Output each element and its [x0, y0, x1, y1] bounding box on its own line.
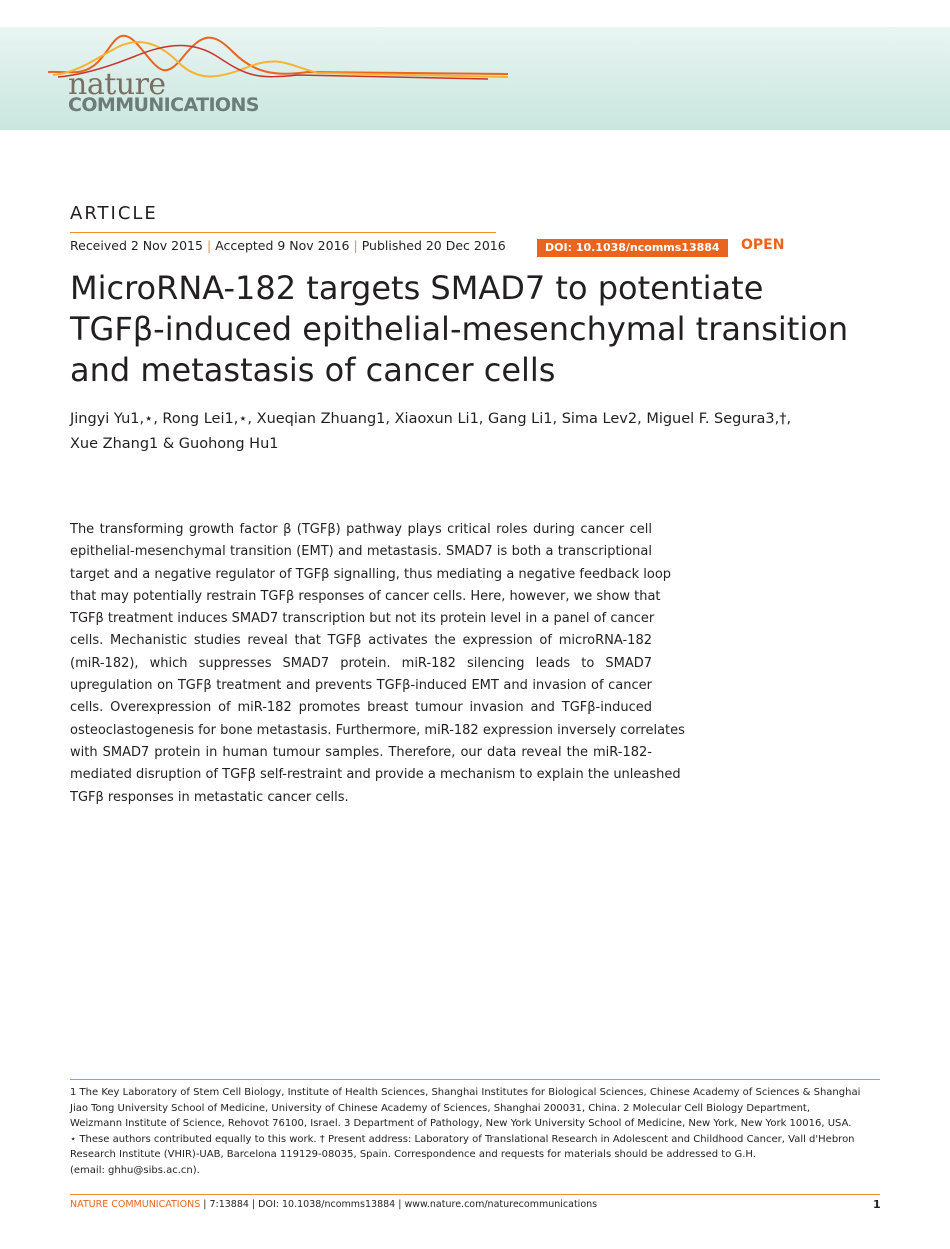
- footer-journal-name: NATURE COMMUNICATIONS: [70, 1199, 201, 1210]
- affiliation-line: Research Institute (VHIR)-UAB, Barcelona 119129-08035, Spain. Correspondence and requests for materials should be addressed to G.H.: [70, 1149, 756, 1161]
- journal-banner: [0, 27, 950, 130]
- open-access-label: OPEN: [741, 237, 785, 253]
- affiliation-line: Jiao Tong University School of Medicine, University of Chinese Academy of Sciences, Shanghai 200031, China. 2 Molecular Cell Biology Department,: [70, 1102, 811, 1114]
- accepted-date: Accepted 9 Nov 2016: [215, 238, 350, 253]
- abstract-line: target and a negative regulator of TGFβ signalling, thus mediating a negative feedback loop: [70, 566, 672, 582]
- affiliation-line: (email: ghhu@sibs.ac.cn).: [70, 1164, 200, 1176]
- received-date: Received 2 Nov 2015: [70, 238, 203, 253]
- abstract-line: cells. Mechanistic studies reveal that TGFβ activates the expression of microRNA-182: [70, 633, 652, 649]
- footer-citation: | 7:13884 | DOI: 10.1038/ncomms13884 | www.nature.com/naturecommunications: [200, 1199, 598, 1210]
- header-divider: [70, 232, 496, 233]
- author-line: Jingyi Yu1,⋆, Rong Lei1,⋆, Xueqian Zhuang1, Xiaoxun Li1, Gang Li1, Sima Lev2, Miguel F. Segura3,†,: [70, 411, 792, 427]
- abstract-line: osteoclastogenesis for bone metastasis. Furthermore, miR-182 expression inversely correlates: [70, 722, 685, 738]
- article-type-label: ARTICLE: [70, 203, 158, 224]
- abstract-line: The transforming growth factor β (TGFβ) pathway plays critical roles during cancer cell: [70, 522, 652, 537]
- abstract-line: upregulation on TGFβ treatment and prevents TGFβ-induced EMT and invasion of cancer: [70, 678, 652, 694]
- date-separator: |: [353, 238, 358, 253]
- abstract-line: that may potentially restrain TGFβ responses of cancer cells. Here, however, we show that: [70, 588, 661, 604]
- title-line: and metastasis of cancer cells: [70, 351, 556, 389]
- abstract: [70, 519, 685, 809]
- author-list: [70, 407, 890, 457]
- abstract-line: with SMAD7 protein in human tumour samples. Therefore, our data reveal the miR-182-: [70, 744, 652, 760]
- abstract-line: cells. Overexpression of miR-182 promotes breast tumour invasion and TGFβ-induced: [70, 700, 652, 716]
- abstract-line: epithelial-mesenchymal transition (EMT) and metastasis. SMAD7 is both a transcriptional: [70, 544, 652, 560]
- abstract-line: (miR-182), which suppresses SMAD7 protein. miR-182 silencing leads to SMAD7: [70, 655, 652, 671]
- abstract-line: TGFβ responses in metastatic cancer cells.: [70, 789, 349, 805]
- abstract-line: TGFβ treatment induces SMAD7 transcription but not its protein level in a panel of cancer: [70, 611, 655, 627]
- logo-communications-text: COMMUNICATIONS: [68, 94, 259, 116]
- date-separator: |: [206, 238, 212, 253]
- affiliation-line: Weizmann Institute of Science, Rehovot 76100, Israel. 3 Department of Pathology, New York University School of Medicine, New York, New York 10016, USA.: [70, 1118, 852, 1130]
- page-number: 1: [873, 1198, 881, 1211]
- affiliations-footnote: [70, 1085, 882, 1179]
- abstract-line: mediated disruption of TGFβ self-restraint and provide a mechanism to explain the unleashed: [70, 767, 681, 783]
- title-line: MicroRNA-182 targets SMAD7 to potentiate: [70, 269, 764, 307]
- journal-logo: [48, 27, 528, 130]
- footer-divider: [70, 1194, 880, 1195]
- published-date: Published 20 Dec 2016: [361, 238, 506, 253]
- doi-badge[interactable]: DOI: 10.1038/ncomms13884: [537, 239, 728, 257]
- affiliation-line: 1 The Key Laboratory of Stem Cell Biology, Institute of Health Sciences, Shanghai Institutes for Biological Sciences, Chinese Academy of Sciences & Shanghai: [70, 1087, 861, 1098]
- logo-nature-text: nature: [68, 67, 166, 102]
- footnote-divider: [70, 1079, 880, 1080]
- publication-dates: [70, 238, 506, 253]
- article-title: [70, 268, 890, 391]
- title-line: TGFβ-induced epithelial-mesenchymal transition: [70, 310, 849, 348]
- affiliation-line: ⋆ These authors contributed equally to this work. † Present address: Laboratory of Translational Research in Adolescent and Childhood Cancer, Vall d'Hebron: [70, 1133, 855, 1145]
- page-footer: [70, 1199, 597, 1210]
- author-line: Xue Zhang1 & Guohong Hu1: [70, 436, 279, 452]
